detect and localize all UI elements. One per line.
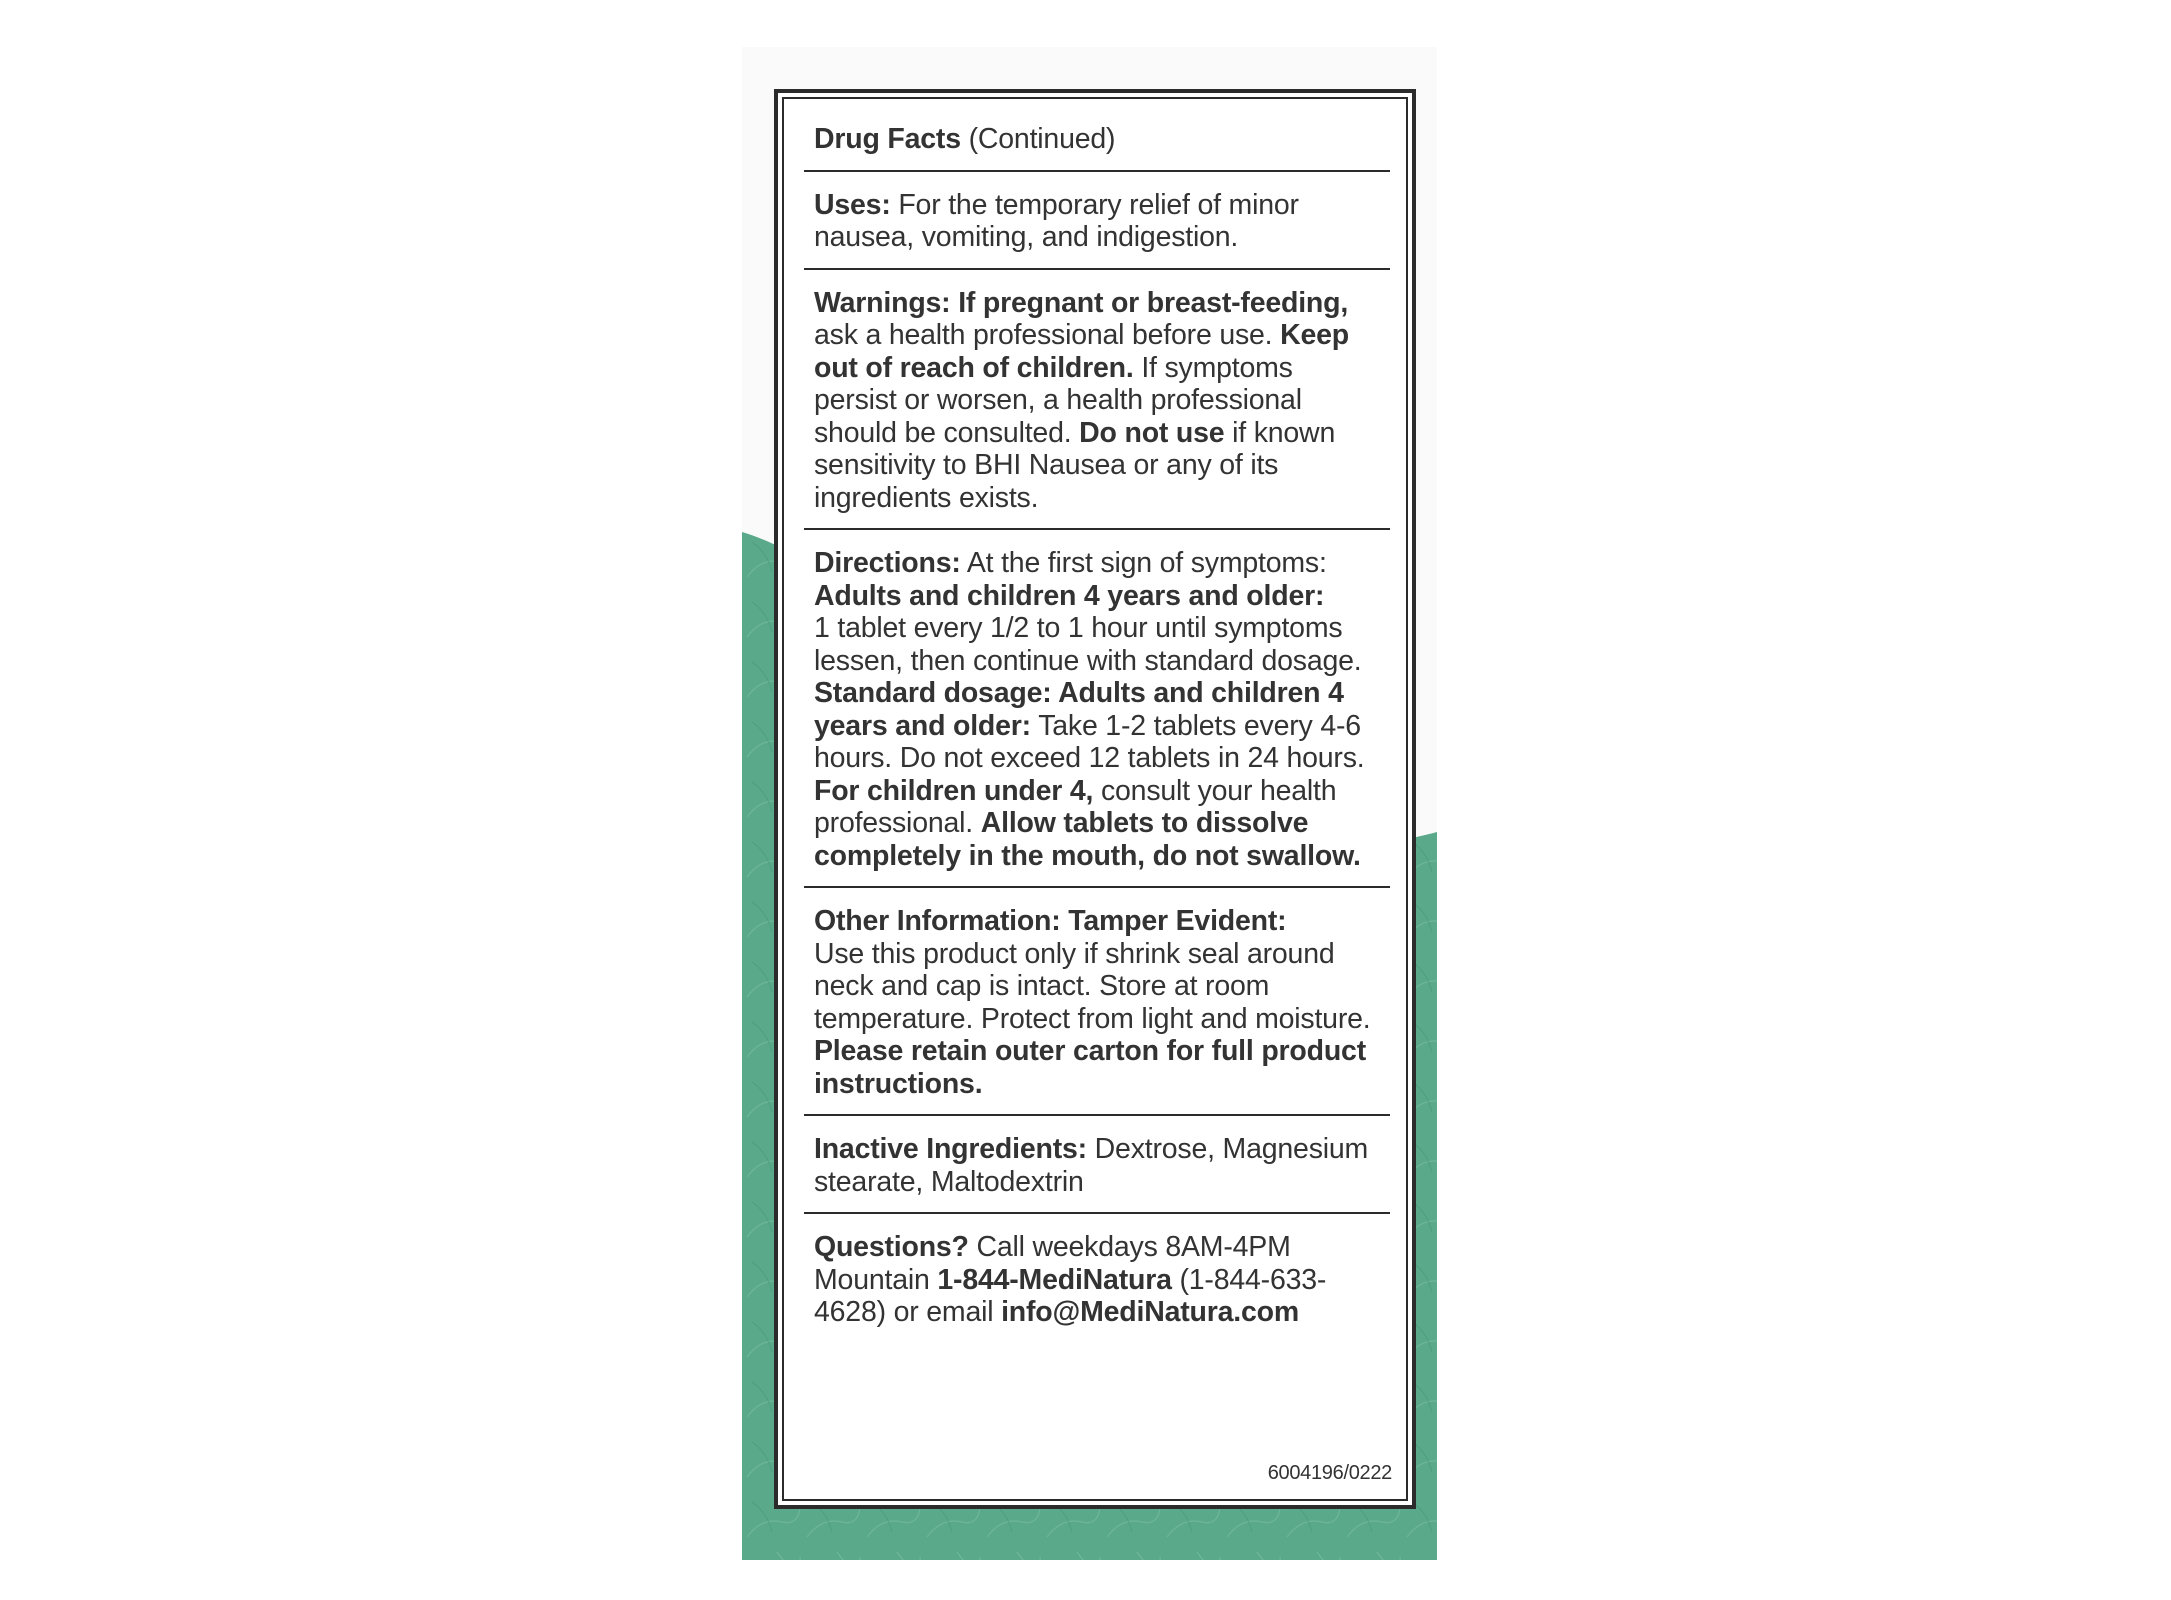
directions-children-text: consult your health professional. [814,774,1337,839]
drug-facts-inner-border [782,97,1408,1501]
drug-facts-title-section [804,123,1390,156]
uses-section [804,189,1390,254]
directions-heading: Directions: [814,547,961,579]
warnings-do-not-use: Do not use [1079,416,1225,449]
directions-adults-text: 1 tablet every 1/2 to 1 hour until symptoms lessen, then continue with standard dosage. [814,612,1362,677]
inactive-section [804,1133,1390,1198]
divider [804,268,1390,270]
directions-children-heading: For children under 4, [814,774,1094,807]
drug-facts-title: Drug Facts [814,123,961,155]
drug-facts-content [804,123,1390,1329]
directions-section [804,547,1390,872]
lot-code: 6004196/0222 [1267,1462,1392,1484]
warnings-sensitivity: if known sensitivity to BHI Nausea or any of its ingredients exists. [814,416,1336,514]
warnings-section [804,287,1390,515]
divider [804,528,1390,530]
other-info-retain: Please retain outer carton for full product instructions. [814,1035,1366,1100]
divider [804,1114,1390,1116]
inactive-text: Dextrose, Magnesium stearate, Maltodextrin [814,1133,1369,1198]
directions-adults-heading: Adults and children 4 years and older: [814,579,1325,612]
questions-section [804,1231,1390,1329]
inactive-heading: Inactive Ingredients: [814,1133,1087,1165]
directions-standard-heading: Standard dosage: Adults and children 4 years and older: [814,677,1344,742]
warnings-keep-out: Keep out of reach of children. [814,319,1350,384]
divider [804,1212,1390,1214]
other-info-text: Use this product only if shrink seal around neck and cap is intact. Store at room temperature. Protect from light and moisture. [814,937,1371,1035]
warnings-persist: If symptoms persist or worsen, a health professional should be consulted. [814,351,1302,449]
directions-intro: At the first sign of symptoms: [966,547,1327,579]
uses-text: For the temporary relief of minor nausea, vomiting, and indigestion. [814,188,1299,253]
warnings-heading: Warnings: [814,286,951,319]
other-info-heading: Other Information: Tamper Evident: [814,905,1287,937]
uses-heading: Uses: [814,188,891,221]
divider [804,886,1390,888]
questions-phone-name: 1-844-MediNatura [937,1263,1172,1296]
questions-call: Call weekdays 8AM-4PM Mountain [814,1231,1291,1296]
other-info-section [804,905,1390,1100]
drug-facts-panel [774,89,1416,1509]
drug-facts-title-suffix: (Continued) [968,123,1116,155]
directions-standard-text: Take 1-2 tablets every 4-6 hours. Do not exceed 12 tablets in 24 hours. [814,709,1365,774]
questions-heading: Questions? [814,1231,969,1263]
questions-phone-number: (1-844-633-4628) or email [814,1263,1327,1328]
directions-dissolve: Allow tablets to dissolve completely in the mouth, do not swallow. [814,807,1361,872]
warnings-ask: ask a health professional before use. [814,319,1273,351]
questions-email: info@MediNatura.com [1001,1296,1300,1328]
carton-side-panel [742,47,1437,1560]
warnings-pregnant: If pregnant or breast-feeding, [958,286,1349,319]
divider [804,170,1390,172]
